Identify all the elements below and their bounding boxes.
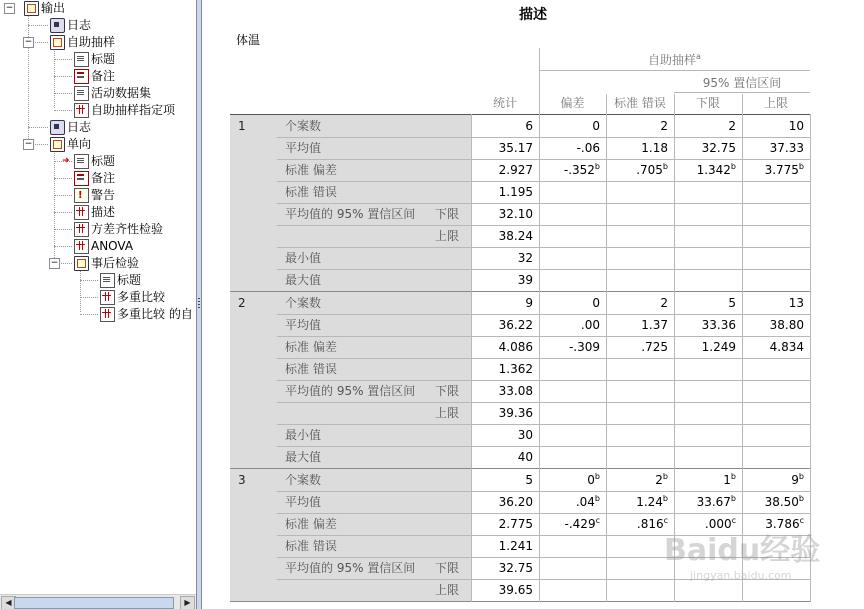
- footnote-marker: c: [799, 516, 804, 525]
- row-label: 最小值: [285, 428, 322, 442]
- scroll-right-button[interactable]: ▶: [180, 596, 195, 609]
- footnote-marker: b: [662, 162, 668, 171]
- group-label: 2: [238, 296, 246, 310]
- group-label: 1: [238, 119, 246, 133]
- grid-line: [674, 94, 675, 114]
- stat-value[interactable]: 36.22: [498, 318, 533, 332]
- ci-lower-value[interactable]: 2: [728, 119, 736, 133]
- tree-item[interactable]: [74, 153, 115, 170]
- std-error-value[interactable]: 1.37: [641, 318, 668, 332]
- grid-line: [606, 94, 607, 114]
- tree-connector: [54, 59, 72, 60]
- row-label: 最大值: [285, 273, 322, 287]
- bias-value[interactable]: .00: [580, 318, 600, 332]
- title-icon: [74, 52, 89, 67]
- row-label: 个案数: [285, 473, 322, 487]
- bias-value[interactable]: -.429$^c$: [564, 516, 600, 531]
- ci-lower-value[interactable]: 5: [728, 296, 736, 310]
- ci-upper-value[interactable]: 3.786$^c$: [765, 516, 804, 531]
- bias-value[interactable]: 0$^b$: [587, 472, 600, 487]
- tree-item-label: 方差齐性检验: [91, 222, 164, 236]
- row-label: 平均值的 95% 置信区间: [285, 561, 416, 575]
- bias-value[interactable]: 0: [592, 119, 600, 133]
- tree-item[interactable]: [74, 85, 151, 102]
- scroll-left-button[interactable]: ◀: [1, 596, 16, 609]
- warning-icon: [74, 188, 89, 203]
- col-header-bias: 偏差: [560, 96, 585, 110]
- notes-icon: [74, 69, 89, 84]
- std-error-value[interactable]: 2: [660, 119, 668, 133]
- table-icon: [100, 290, 115, 305]
- tree-item-label: 单向: [67, 137, 92, 151]
- grid-line: [674, 92, 810, 93]
- row-label: 标准 偏差: [285, 517, 337, 531]
- stat-value[interactable]: 32: [517, 251, 533, 265]
- row-sublabel: 下限: [435, 384, 460, 398]
- row-label: 最大值: [285, 450, 322, 464]
- ci-lower-value[interactable]: 33.36: [701, 318, 736, 332]
- title-icon: [100, 273, 115, 288]
- tree-connector: [80, 314, 98, 315]
- tree-item[interactable]: [100, 289, 165, 306]
- tree-connector: [54, 110, 72, 111]
- collapse-toggle-icon[interactable]: −: [5, 3, 14, 13]
- footnote-marker: b: [730, 494, 736, 503]
- tree-connector: [80, 280, 98, 281]
- folder-output-icon: [50, 137, 65, 152]
- row-label: 个案数: [285, 119, 322, 133]
- footnote-marker: b: [730, 162, 736, 171]
- tree-connector: [54, 212, 72, 213]
- ci-lower-value[interactable]: .000$^c$: [704, 516, 736, 531]
- output-content-pane: [202, 0, 864, 609]
- footnote-marker: b: [798, 494, 804, 503]
- current-item-arrow-icon: ➜: [62, 156, 70, 166]
- tree-item-label: 描述: [91, 205, 116, 219]
- std-error-value[interactable]: .816$^c$: [636, 516, 668, 531]
- variable-name: 体温: [236, 33, 261, 47]
- log-icon: [50, 18, 65, 33]
- bootstrap-header: 自助抽样$^a$: [648, 52, 701, 67]
- tree-item[interactable]: [74, 51, 115, 68]
- footnote-marker: b: [662, 494, 668, 503]
- tree-item[interactable]: [100, 272, 141, 289]
- std-error-value[interactable]: .705$^b$: [636, 162, 668, 177]
- footnote-marker: b: [798, 472, 804, 481]
- row-label: 平均值: [285, 318, 322, 332]
- tree-item[interactable]: [74, 68, 115, 85]
- ci-upper-value[interactable]: 38.50$^b$: [764, 494, 804, 509]
- stat-value[interactable]: 39: [517, 273, 533, 287]
- tree-item-label: 多重比较 的自: [117, 307, 193, 321]
- row-sublabel: 下限: [435, 207, 460, 221]
- ci-upper-value[interactable]: 9$^b$: [791, 472, 804, 487]
- row-sublabel: 上限: [435, 406, 460, 420]
- log-icon: [50, 120, 65, 135]
- tree-item-label: 自助抽样指定项: [91, 103, 176, 117]
- tree-item-label: ANOVA: [91, 239, 134, 253]
- stat-value[interactable]: 1.362: [498, 362, 533, 376]
- tree-connector: [80, 297, 98, 298]
- footnote-marker: b: [594, 494, 600, 503]
- stat-value[interactable]: 1.195: [498, 185, 533, 199]
- tree-item-label: 事后检验: [91, 256, 140, 270]
- tree-item-label: 多重比较: [117, 290, 166, 304]
- scrollbar-thumb[interactable]: [14, 597, 174, 609]
- std-error-value[interactable]: 1.24$^b$: [636, 494, 668, 509]
- tree-connector: [54, 195, 72, 196]
- tree-connector: [54, 246, 72, 247]
- std-error-value[interactable]: 1.18: [641, 141, 668, 155]
- stat-value[interactable]: 1.241: [498, 539, 533, 553]
- tree-item-label: 标题: [91, 154, 116, 168]
- col-header-upper: 上限: [763, 96, 788, 110]
- ci-lower-value[interactable]: 33.67$^b$: [696, 494, 736, 509]
- col-header-std-error: 标准 错误: [614, 96, 666, 110]
- row-label: 个案数: [285, 296, 322, 310]
- stat-value[interactable]: 9: [525, 296, 533, 310]
- footnote-marker: b: [730, 472, 736, 481]
- ci-upper-value[interactable]: 13: [788, 296, 804, 310]
- stat-value[interactable]: 30: [517, 428, 533, 442]
- stat-value[interactable]: 5: [525, 473, 533, 487]
- tree-item-label: 标题: [91, 52, 116, 66]
- group-label: 3: [238, 473, 246, 487]
- tree-guide-line: [28, 14, 29, 143]
- ci-upper-value[interactable]: 37.33: [769, 141, 804, 155]
- ci-upper-value[interactable]: 3.775$^b$: [764, 162, 804, 177]
- row-label: 标准 错误: [285, 539, 337, 553]
- row-label: 最小值: [285, 251, 322, 265]
- row-label: 标准 错误: [285, 362, 337, 376]
- tree-item[interactable]: [100, 306, 193, 323]
- grid-line: [277, 225, 810, 226]
- table-icon: [74, 103, 89, 118]
- grid-line: [471, 114, 472, 602]
- horizontal-scrollbar[interactable]: [0, 594, 196, 609]
- tree-item[interactable]: [74, 102, 175, 119]
- folder-output-icon: [24, 1, 39, 16]
- tree-item[interactable]: [74, 238, 133, 255]
- stat-value[interactable]: 36.20: [498, 495, 533, 509]
- bias-value[interactable]: -.06: [576, 141, 600, 155]
- table-icon: [100, 307, 115, 322]
- ci-upper-value[interactable]: 38.80: [769, 318, 804, 332]
- dataset-icon: [74, 86, 89, 101]
- row-sublabel: 下限: [435, 561, 460, 575]
- table-title: 描述: [519, 7, 547, 23]
- tree-connector: [54, 178, 72, 179]
- stat-value[interactable]: 2.775: [498, 517, 533, 531]
- footnote-marker: b: [798, 162, 804, 171]
- table-icon: [74, 222, 89, 237]
- footnote-marker: c: [731, 516, 736, 525]
- bias-value[interactable]: -.309: [568, 340, 600, 354]
- grid-line: [539, 70, 810, 71]
- footnote-marker: b: [594, 472, 600, 481]
- row-sublabel: 上限: [435, 229, 460, 243]
- folder-output-icon: [74, 256, 89, 271]
- stat-value[interactable]: 2.927: [498, 163, 533, 177]
- col-header-statistic: 统计: [492, 96, 517, 110]
- row-label: 标准 偏差: [285, 163, 337, 177]
- ci-lower-value[interactable]: 32.75: [701, 141, 736, 155]
- ci-header: 95% 置信区间: [702, 76, 782, 90]
- grid-line: [277, 402, 810, 403]
- stat-value[interactable]: 38.24: [498, 229, 533, 243]
- ci-upper-value[interactable]: 10: [788, 119, 804, 133]
- stat-value[interactable]: 4.086: [498, 340, 533, 354]
- tree-connector: [54, 76, 72, 77]
- tree-item[interactable]: [50, 17, 91, 34]
- tree-item-label: 日志: [67, 18, 92, 32]
- tree-item[interactable]: [74, 255, 139, 272]
- stat-value[interactable]: 32.10: [498, 207, 533, 221]
- row-label: 平均值: [285, 495, 322, 509]
- collapse-toggle-icon[interactable]: −: [24, 139, 33, 149]
- tree-item[interactable]: [50, 136, 91, 153]
- stat-value[interactable]: 32.75: [498, 561, 533, 575]
- std-error-value[interactable]: .725: [641, 340, 668, 354]
- bias-value[interactable]: -.352$^b$: [563, 162, 600, 177]
- bias-value[interactable]: .04$^b$: [575, 494, 600, 509]
- grid-line: [606, 114, 607, 602]
- row-label: 标准 偏差: [285, 340, 337, 354]
- tree-item[interactable]: [74, 204, 115, 221]
- footnote-marker: b: [662, 472, 668, 481]
- row-label: 平均值的 95% 置信区间: [285, 384, 416, 398]
- tree-item[interactable]: [74, 221, 163, 238]
- ci-lower-value[interactable]: 1.249: [701, 340, 736, 354]
- bias-value[interactable]: 0: [592, 296, 600, 310]
- grid-line: [539, 48, 540, 114]
- std-error-value[interactable]: 2$^b$: [655, 472, 668, 487]
- stat-value[interactable]: 6: [525, 119, 533, 133]
- stat-value[interactable]: 40: [517, 450, 533, 464]
- footnote-marker: c: [595, 516, 600, 525]
- watermark: [664, 525, 864, 605]
- title-icon: [74, 154, 89, 169]
- tree-item[interactable]: [24, 0, 65, 17]
- row-label: 平均值的 95% 置信区间: [285, 207, 416, 221]
- footnote-marker: b: [594, 162, 600, 171]
- tree-connector: [28, 127, 48, 128]
- tree-item[interactable]: [74, 170, 115, 187]
- tree-item-label: 输出: [41, 1, 66, 15]
- footnote-marker: a: [696, 52, 701, 61]
- output-navigator-pane: [0, 0, 196, 609]
- std-error-value[interactable]: 2: [660, 296, 668, 310]
- grid-line: [742, 94, 743, 114]
- row-sublabel: 上限: [435, 583, 460, 597]
- tree-item-label: 标题: [117, 273, 142, 287]
- col-header-lower: 下限: [695, 96, 720, 110]
- watermark-logo: Baidu经验: [664, 533, 821, 568]
- footnote-marker: c: [663, 516, 668, 525]
- tree-item[interactable]: [50, 119, 91, 136]
- watermark-url: jingyan.baidu.com: [690, 569, 792, 582]
- collapse-toggle-icon[interactable]: −: [24, 37, 33, 47]
- stat-value[interactable]: 39.36: [498, 406, 533, 420]
- notes-icon: [74, 171, 89, 186]
- splitter-grip-icon[interactable]: [198, 298, 200, 308]
- tree-item-label: 日志: [67, 120, 92, 134]
- table-icon: [74, 239, 89, 254]
- tree-item-label: 警告: [91, 188, 116, 202]
- tree-connector: [54, 229, 72, 230]
- tree-item[interactable]: [74, 187, 115, 204]
- grid-line: [539, 114, 540, 602]
- tree-item-label: 备注: [91, 69, 116, 83]
- tree-item-label: 自助抽样: [67, 35, 116, 49]
- tree-item-label: 备注: [91, 171, 116, 185]
- ci-upper-value[interactable]: 4.834: [769, 340, 804, 354]
- table-icon: [74, 205, 89, 220]
- ci-lower-value[interactable]: 1.342$^b$: [696, 162, 736, 177]
- tree-item[interactable]: [50, 34, 115, 51]
- collapse-toggle-icon[interactable]: −: [50, 258, 59, 268]
- tree-connector: [54, 93, 72, 94]
- row-label: 平均值: [285, 141, 322, 155]
- tree-guide-line: [80, 270, 81, 312]
- stat-value[interactable]: 33.08: [498, 384, 533, 398]
- tree-guide-line: [54, 48, 55, 108]
- tree-connector: [28, 25, 48, 26]
- tree-item-label: 活动数据集: [91, 86, 152, 100]
- row-label: 标准 错误: [285, 185, 337, 199]
- folder-output-icon: [50, 35, 65, 50]
- stat-value[interactable]: 39.65: [498, 583, 533, 597]
- ci-lower-value[interactable]: 1$^b$: [723, 472, 736, 487]
- stat-value[interactable]: 35.17: [498, 141, 533, 155]
